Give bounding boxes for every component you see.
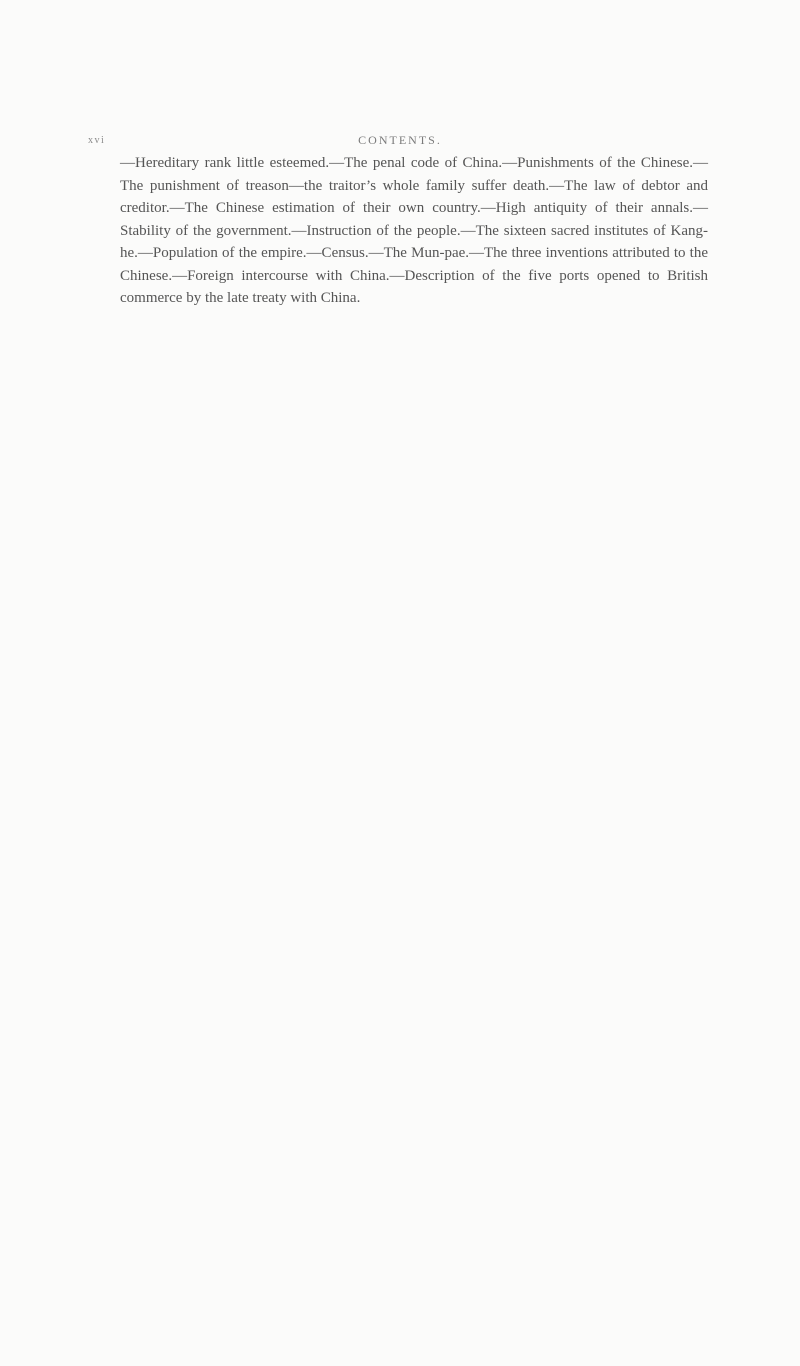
page-number: xvi: [88, 135, 106, 146]
contents-paragraph: —Hereditary rank little esteemed.—The penal code of China.—Punishments of the Chinese.—The punishment of treason—the traitor’s whole family suffer death.—The law of debtor and creditor.—The Chinese estimation of their own country.—High antiquity of their annals.—Stability of the government.—Instruction of the people.—The sixteen sacred institutes of Kang-he.—Population of the empire.—Census.—The Mun-pae.—The three inventions attributed to the Chinese.—Foreign intercourse with China.—Description of the five ports opened to British commerce by the late treaty with China.: [120, 155, 708, 306]
running-head: CONTENTS.: [358, 133, 442, 147]
